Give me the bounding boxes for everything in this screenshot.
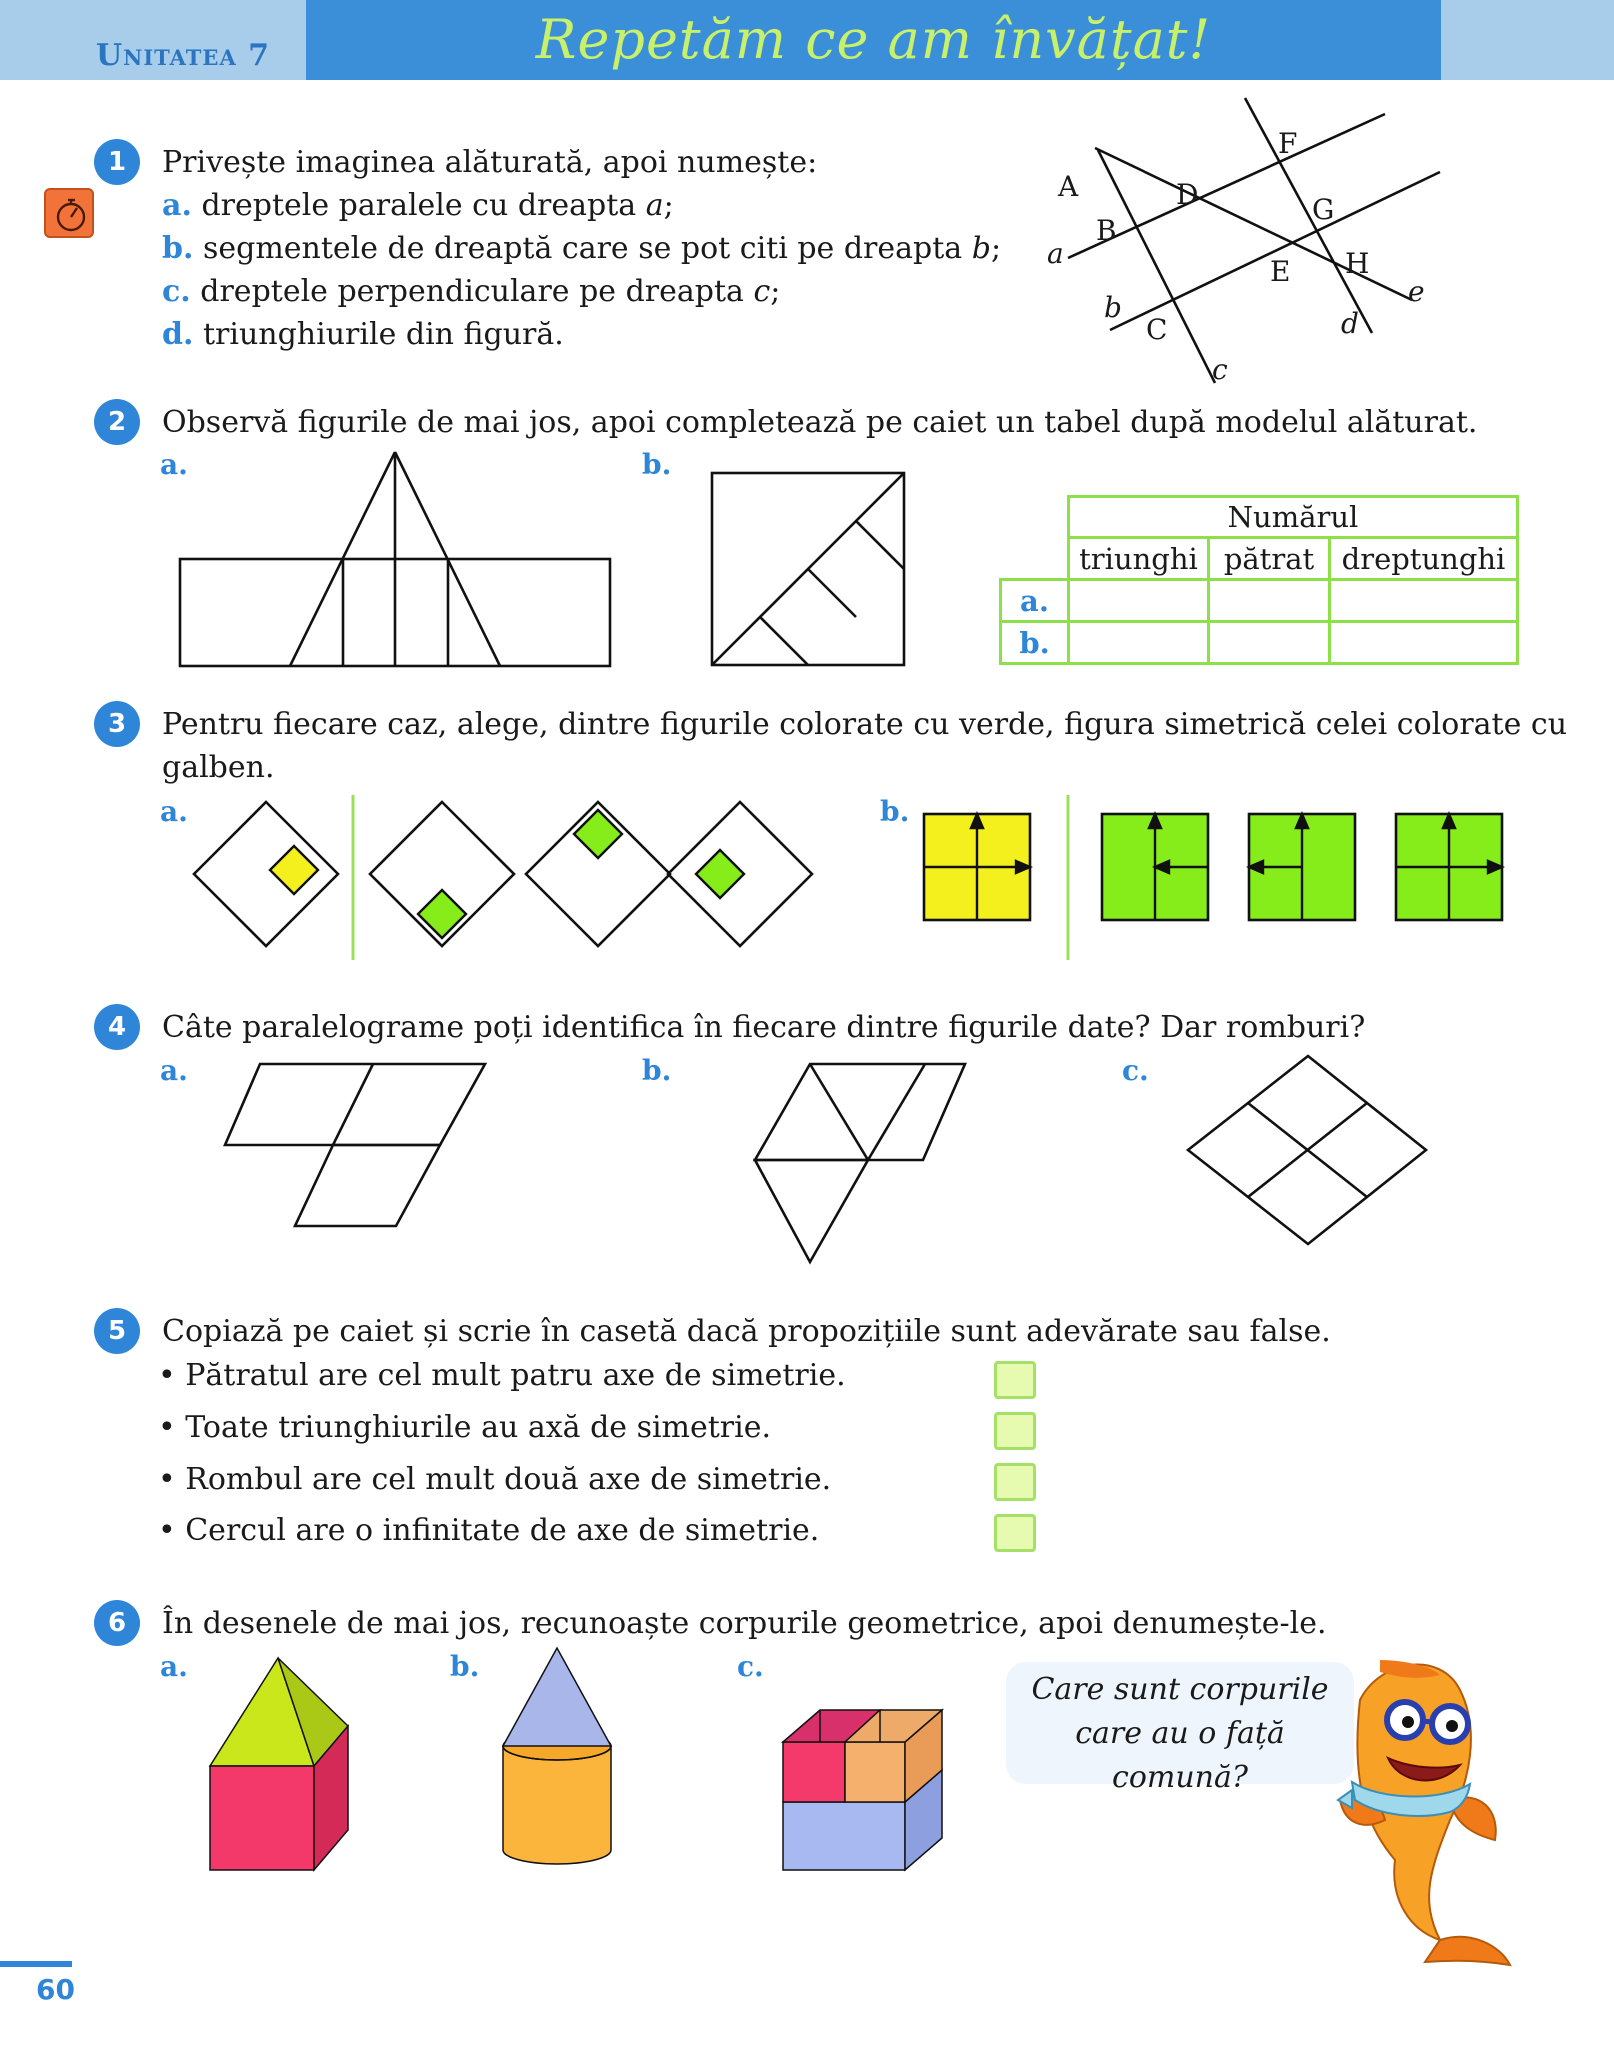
symmetry-figures-b — [920, 790, 1510, 965]
exercise-1-intro: Privește imaginea alăturată, apoi numește: — [162, 145, 818, 180]
exercise-4-label-b: b. — [642, 1054, 672, 1087]
exercise-3-label-a: a. — [160, 795, 188, 828]
exercise-3-text-line-2: galben. — [162, 750, 275, 785]
exercise-1-item-a: a. dreptele paralele cu dreapta a; — [162, 188, 674, 223]
point-label: C — [1146, 313, 1168, 346]
exercise-5-badge: 5 — [94, 1308, 140, 1354]
lines-diagram — [1030, 95, 1450, 395]
table-cell — [1328, 620, 1519, 665]
stopwatch-icon — [44, 188, 94, 238]
answer-box[interactable] — [994, 1412, 1036, 1450]
point-label: H — [1345, 247, 1370, 280]
statement-item: • Pătratul are cel mult patru axe de simetrie. — [158, 1358, 846, 1393]
figure-4a — [220, 1055, 490, 1235]
line-label: c — [1212, 353, 1228, 386]
page-number: 60 — [36, 1973, 75, 2006]
footer-rule — [0, 1961, 72, 1967]
exercise-1-badge: 1 — [94, 139, 140, 185]
header-right-band — [1441, 0, 1614, 80]
point-label: E — [1270, 255, 1291, 288]
table-cell — [1328, 578, 1519, 623]
table-cell — [1207, 578, 1331, 623]
table-row-label: b. — [999, 620, 1070, 665]
exercise-6-label-c: c. — [737, 1650, 764, 1683]
table-cell — [1207, 620, 1331, 665]
table-header-cell: Numărul — [1067, 495, 1519, 539]
exercise-2-label-a: a. — [160, 448, 188, 481]
point-label: G — [1312, 193, 1335, 226]
exercise-6-label-a: a. — [160, 1650, 188, 1683]
solid-stacked-cubes — [775, 1690, 950, 1875]
figure-2b — [705, 465, 915, 675]
exercise-4-label-a: a. — [160, 1054, 188, 1087]
table-column-header: triunghi — [1067, 536, 1210, 581]
answer-box[interactable] — [994, 1361, 1036, 1399]
statement-item: • Cercul are o infinitate de axe de simetrie. — [158, 1513, 820, 1548]
exercise-2-badge: 2 — [94, 399, 140, 445]
exercise-6-text: În desenele de mai jos, recunoaște corpurile geometrice, apoi denumește-le. — [162, 1606, 1327, 1641]
table-column-header: dreptunghi — [1328, 536, 1519, 581]
solid-cone-on-cylinder — [495, 1640, 620, 1875]
exercise-4-badge: 4 — [94, 1004, 140, 1050]
solid-pyramid-on-cube — [205, 1650, 355, 1875]
exercise-1-item-b: b. segmentele de dreaptă care se pot citi pe dreapta b; — [162, 231, 1002, 266]
exercise-1-item-c: c. dreptele perpendiculare pe dreapta c; — [162, 274, 781, 309]
point-label: D — [1176, 178, 1199, 211]
point-label: B — [1096, 214, 1117, 247]
unit-label: Unitatea 7 — [96, 38, 271, 73]
figure-4b — [748, 1055, 973, 1270]
exercise-2-text: Observă figurile de mai jos, apoi completează pe caiet un tabel după modelul alăturat. — [162, 405, 1478, 440]
line-label: b — [1104, 291, 1122, 324]
page-title: Repetăm ce am învățat! — [535, 8, 1212, 71]
symmetry-figures-a — [185, 790, 825, 965]
figure-2a — [170, 445, 620, 675]
exercise-1-item-d: d. triunghiurile din figură. — [162, 317, 564, 352]
table-cell — [1067, 620, 1210, 665]
count-table — [999, 495, 1519, 667]
line-label: e — [1408, 275, 1425, 308]
exercise-3-text-line-1: Pentru fiecare caz, alege, dintre figurile colorate cu verde, figura simetrică celei colorate cu — [162, 707, 1568, 742]
statement-item: • Rombul are cel mult două axe de simetrie. — [158, 1462, 832, 1497]
exercise-2-label-b: b. — [642, 448, 672, 481]
exercise-4-label-c: c. — [1122, 1054, 1149, 1087]
line-label: d — [1341, 307, 1359, 340]
exercise-5-text: Copiază pe caiet și scrie în casetă dacă propozițiile sunt adevărate sau false. — [162, 1314, 1331, 1349]
point-label: F — [1278, 127, 1298, 160]
table-column-header: pătrat — [1207, 536, 1331, 581]
point-label: A — [1058, 170, 1079, 203]
answer-box[interactable] — [994, 1463, 1036, 1501]
exercise-3-label-b: b. — [880, 795, 910, 828]
speech-bubble-text: Care sunt corpurile care au o față comună? — [1031, 1672, 1329, 1795]
exercise-4-text: Câte paralelograme poți identifica în fiecare dintre figurile date? Dar romburi? — [162, 1010, 1366, 1045]
fish-mascot-icon — [1330, 1655, 1520, 1970]
exercise-6-badge: 6 — [94, 1600, 140, 1646]
exercise-6-label-b: b. — [450, 1650, 480, 1683]
page-header — [0, 0, 1614, 80]
figure-4c — [1180, 1050, 1435, 1250]
exercise-3-badge: 3 — [94, 701, 140, 747]
table-row-label: a. — [999, 578, 1070, 623]
line-label: a — [1047, 237, 1064, 270]
answer-box[interactable] — [994, 1514, 1036, 1552]
table-cell — [1067, 578, 1210, 623]
statement-item: • Toate triunghiurile au axă de simetrie. — [158, 1410, 772, 1445]
